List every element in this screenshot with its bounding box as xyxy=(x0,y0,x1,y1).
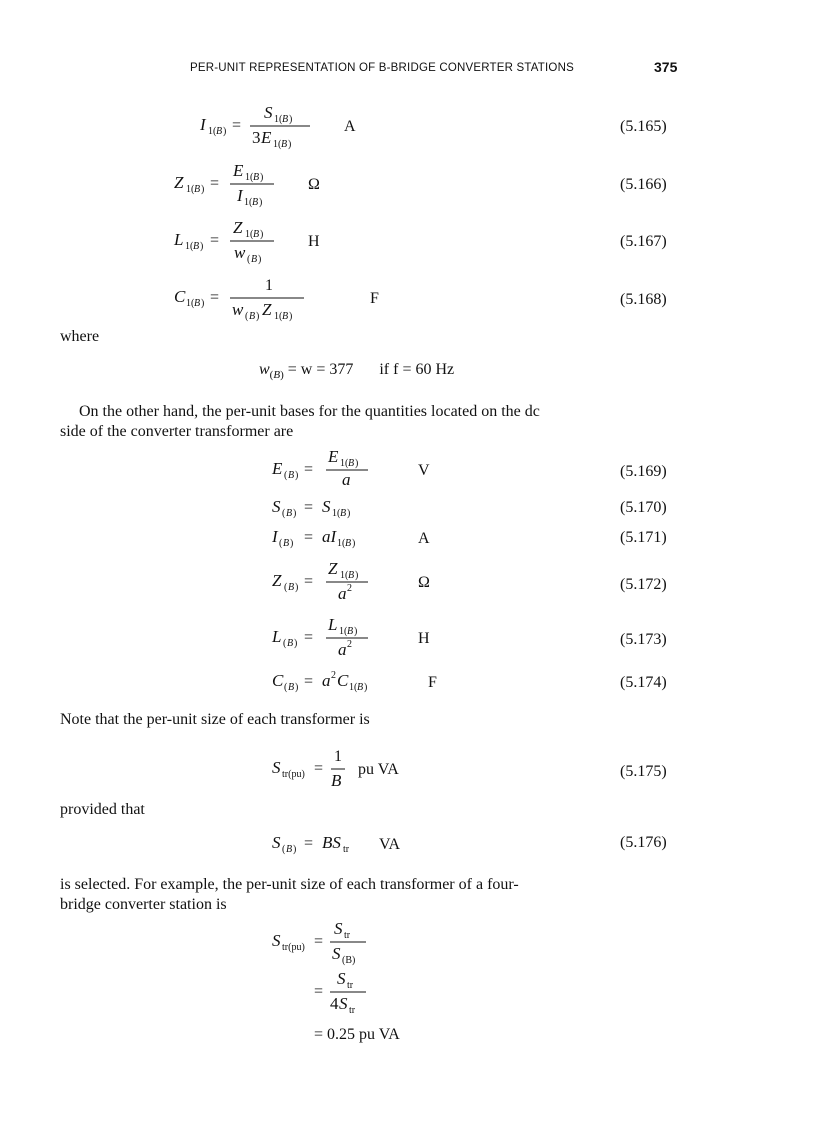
equation-5-172 xyxy=(270,556,450,606)
svg-text:S: S xyxy=(264,103,273,122)
svg-text:tr(pu): tr(pu) xyxy=(282,942,305,953)
svg-text:): ) xyxy=(293,844,297,855)
svg-text:aI: aI xyxy=(322,527,337,546)
svg-text:2: 2 xyxy=(347,639,352,650)
equation-unit: H xyxy=(308,233,320,250)
svg-text:B: B xyxy=(287,638,294,649)
equation-number: (5.172) xyxy=(620,576,667,593)
svg-text:B: B xyxy=(340,508,347,519)
svg-text:(: ( xyxy=(284,682,288,693)
svg-text:tr: tr xyxy=(349,1005,356,1016)
equation-number: (5.169) xyxy=(620,463,667,480)
svg-text:): ) xyxy=(295,682,299,693)
svg-text:(: ( xyxy=(283,638,287,649)
equation-unit: V xyxy=(418,462,430,479)
equation-5-176 xyxy=(270,828,470,858)
svg-text:B: B xyxy=(282,311,289,322)
equation-unit: VA xyxy=(379,836,401,853)
where-label: where xyxy=(60,328,100,345)
equation-5-170 xyxy=(270,492,450,520)
running-title: PER-UNIT REPRESENTATION OF B-BRIDGE CONVERTER STATIONS xyxy=(190,62,574,74)
svg-text:1(: 1( xyxy=(349,682,358,693)
equation-unit: A xyxy=(344,118,356,135)
svg-text:B: B xyxy=(357,682,364,693)
paragraph-line: bridge converter station is xyxy=(60,896,227,913)
svg-text:B: B xyxy=(345,538,352,549)
svg-text:): ) xyxy=(258,254,262,265)
svg-text:S: S xyxy=(272,833,281,852)
running-header xyxy=(0,58,816,80)
svg-text:1(: 1( xyxy=(337,538,346,549)
svg-text:=: = xyxy=(304,673,314,690)
svg-text:BS: BS xyxy=(322,833,341,852)
svg-text:1(: 1( xyxy=(245,229,254,240)
svg-text:1(: 1( xyxy=(245,172,254,183)
svg-text:=: = xyxy=(314,933,324,950)
svg-text:=: = xyxy=(232,117,242,134)
svg-text:tr(pu): tr(pu) xyxy=(282,769,305,780)
svg-text:1(: 1( xyxy=(274,311,283,322)
equation-unit: F xyxy=(428,674,437,691)
svg-text:Z: Z xyxy=(272,571,282,590)
svg-text:): ) xyxy=(223,126,227,137)
svg-text:B: B xyxy=(194,184,201,195)
equation-5-171 xyxy=(270,522,450,550)
equation-5-173 xyxy=(270,612,450,662)
w-value: = w = 377 xyxy=(287,361,354,378)
svg-text:B: B xyxy=(194,298,201,309)
svg-text:B: B xyxy=(286,508,293,519)
equation-number: (5.174) xyxy=(620,674,667,691)
svg-text:B: B xyxy=(286,844,293,855)
svg-text:2: 2 xyxy=(331,670,336,681)
svg-text:1(: 1( xyxy=(332,508,341,519)
svg-text:(: ( xyxy=(282,508,286,519)
svg-text:S: S xyxy=(332,944,341,963)
equation-unit: Ω xyxy=(418,574,430,591)
svg-text:Z: Z xyxy=(328,559,338,578)
svg-text:(: ( xyxy=(282,844,286,855)
svg-text:): ) xyxy=(295,470,299,481)
svg-text:B: B xyxy=(253,229,260,240)
svg-text:=: = xyxy=(314,760,324,777)
svg-text:): ) xyxy=(294,638,298,649)
svg-text:a: a xyxy=(338,640,347,659)
equation-number: (5.170) xyxy=(620,499,667,516)
svg-text:B: B xyxy=(347,626,354,637)
svg-text:): ) xyxy=(295,582,299,593)
svg-text:=: = xyxy=(210,175,220,192)
equation-number: (5.171) xyxy=(620,529,667,546)
svg-text:): ) xyxy=(200,241,204,252)
svg-text:1: 1 xyxy=(334,748,342,765)
svg-text:): ) xyxy=(260,172,264,183)
svg-text:B: B xyxy=(348,570,355,581)
svg-text:): ) xyxy=(256,311,260,322)
svg-text:I: I xyxy=(237,186,243,205)
svg-text:1(: 1( xyxy=(340,458,349,469)
equation-5-168 xyxy=(172,272,412,322)
equation-unit: F xyxy=(370,290,379,307)
svg-text:S: S xyxy=(322,497,331,516)
svg-text:E: E xyxy=(272,459,283,478)
equation-number: (5.176) xyxy=(620,834,667,851)
note-text: Note that the per-unit size of each transformer is xyxy=(60,711,370,728)
svg-text:tr: tr xyxy=(347,980,354,991)
page-number: 375 xyxy=(654,59,678,75)
svg-text:4: 4 xyxy=(330,994,339,1013)
svg-text:): ) xyxy=(354,626,358,637)
svg-text:S: S xyxy=(272,497,281,516)
svg-text:): ) xyxy=(259,197,263,208)
svg-text:): ) xyxy=(288,139,292,150)
svg-text:3: 3 xyxy=(252,128,261,147)
svg-text:1(: 1( xyxy=(273,139,282,150)
svg-text:C: C xyxy=(337,671,349,690)
svg-text:=: = xyxy=(304,461,314,478)
equation-5-166 xyxy=(172,158,392,208)
equation-unit: H xyxy=(418,630,430,647)
svg-text:=: = xyxy=(210,289,220,306)
svg-text:w: w xyxy=(234,243,246,262)
svg-text:B: B xyxy=(348,458,355,469)
svg-text:): ) xyxy=(364,682,368,693)
svg-text:a: a xyxy=(338,584,347,603)
w-definition: $w_{(B)} = w = 377$ if f = 60 Hz xyxy=(259,361,455,381)
svg-text:=: = xyxy=(314,983,324,1000)
svg-text:S: S xyxy=(272,931,281,950)
svg-text:): ) xyxy=(347,508,351,519)
svg-text:1(: 1( xyxy=(208,126,217,137)
svg-text:S: S xyxy=(272,758,281,777)
svg-text:1(: 1( xyxy=(185,241,194,252)
svg-text:B: B xyxy=(283,538,290,549)
svg-text:B: B xyxy=(282,114,289,125)
svg-text:2: 2 xyxy=(347,583,352,594)
svg-text:B: B xyxy=(253,172,260,183)
equation-number: (5.167) xyxy=(620,233,667,250)
svg-text:1(: 1( xyxy=(186,184,195,195)
svg-text:1(: 1( xyxy=(340,570,349,581)
svg-text:(: ( xyxy=(284,582,288,593)
svg-text:): ) xyxy=(290,538,294,549)
svg-text:B: B xyxy=(252,197,259,208)
svg-text:I: I xyxy=(200,115,206,134)
svg-text:B: B xyxy=(288,682,295,693)
final-result: = 0.25 pu VA xyxy=(314,1026,400,1043)
svg-text:L: L xyxy=(328,615,338,634)
svg-text:): ) xyxy=(355,570,359,581)
svg-text:): ) xyxy=(293,508,297,519)
svg-text:(: ( xyxy=(245,311,249,322)
svg-text:): ) xyxy=(260,229,264,240)
equation-unit: A xyxy=(418,530,430,547)
svg-text:S: S xyxy=(339,994,348,1013)
svg-text:E: E xyxy=(233,161,244,180)
svg-text:1: 1 xyxy=(265,277,273,294)
svg-text:1(: 1( xyxy=(244,197,253,208)
equation-5-169 xyxy=(270,444,450,494)
svg-text:B: B xyxy=(288,582,295,593)
provided-text: provided that xyxy=(60,801,145,818)
svg-text:a: a xyxy=(322,671,331,690)
equation-unit: pu VA xyxy=(358,761,399,778)
svg-text:B: B xyxy=(281,139,288,150)
equation-number: (5.165) xyxy=(620,118,667,135)
svg-text:C: C xyxy=(174,287,186,306)
svg-text:B: B xyxy=(288,470,295,481)
svg-text:B: B xyxy=(193,241,200,252)
equation-5-167 xyxy=(172,215,392,265)
w-condition: if f = 60 Hz xyxy=(379,361,455,378)
svg-text:tr: tr xyxy=(343,844,350,855)
svg-text:1(: 1( xyxy=(274,114,283,125)
svg-text:E: E xyxy=(261,128,272,147)
svg-text:=: = xyxy=(304,499,314,516)
paragraph-line: is selected. For example, the per-unit size of each transformer of a four- xyxy=(60,876,519,893)
svg-text:): ) xyxy=(352,538,356,549)
svg-text:1(: 1( xyxy=(186,298,195,309)
svg-text:1(: 1( xyxy=(339,626,348,637)
svg-text:=: = xyxy=(210,232,220,249)
svg-text:=: = xyxy=(304,835,314,852)
svg-text:I: I xyxy=(272,527,278,546)
svg-text:=: = xyxy=(304,629,314,646)
svg-text:Z: Z xyxy=(262,300,272,319)
svg-text:tr: tr xyxy=(344,930,351,941)
svg-text:C: C xyxy=(272,671,284,690)
equation-5-174 xyxy=(270,664,450,694)
svg-text:B: B xyxy=(251,254,258,265)
equation-5-175 xyxy=(270,743,490,793)
equation-unit: Ω xyxy=(308,176,320,193)
svg-text:): ) xyxy=(201,298,205,309)
svg-text:S: S xyxy=(337,969,346,988)
svg-text:S: S xyxy=(334,919,343,938)
svg-text:(: ( xyxy=(279,538,283,549)
svg-text:L: L xyxy=(174,230,184,249)
svg-text:a: a xyxy=(342,470,351,489)
equation-5-165 xyxy=(198,100,398,150)
paragraph-line: side of the converter transformer are xyxy=(60,423,294,440)
svg-text:(: ( xyxy=(284,470,288,481)
equation-number: (5.166) xyxy=(620,176,667,193)
equation-number: (5.173) xyxy=(620,631,667,648)
svg-text:=: = xyxy=(304,529,314,546)
svg-text:=: = xyxy=(304,573,314,590)
svg-text:B: B xyxy=(216,126,223,137)
svg-text:B: B xyxy=(249,311,256,322)
svg-text:): ) xyxy=(201,184,205,195)
svg-text:(: ( xyxy=(247,254,251,265)
svg-text:): ) xyxy=(355,458,359,469)
equation-number: (5.175) xyxy=(620,763,667,780)
svg-text:L: L xyxy=(272,627,282,646)
svg-text:B: B xyxy=(331,771,342,790)
equation-number: (5.168) xyxy=(620,291,667,308)
example-derivation xyxy=(270,914,470,1024)
svg-text:w: w xyxy=(232,300,244,319)
paragraph-line: On the other hand, the per-unit bases for the quantities located on the dc xyxy=(79,403,540,420)
svg-text:Z: Z xyxy=(174,173,184,192)
svg-text:Z: Z xyxy=(233,218,243,237)
svg-text:): ) xyxy=(289,311,293,322)
svg-text:(B): (B) xyxy=(342,955,356,966)
svg-text:E: E xyxy=(328,447,339,466)
svg-text:): ) xyxy=(289,114,293,125)
